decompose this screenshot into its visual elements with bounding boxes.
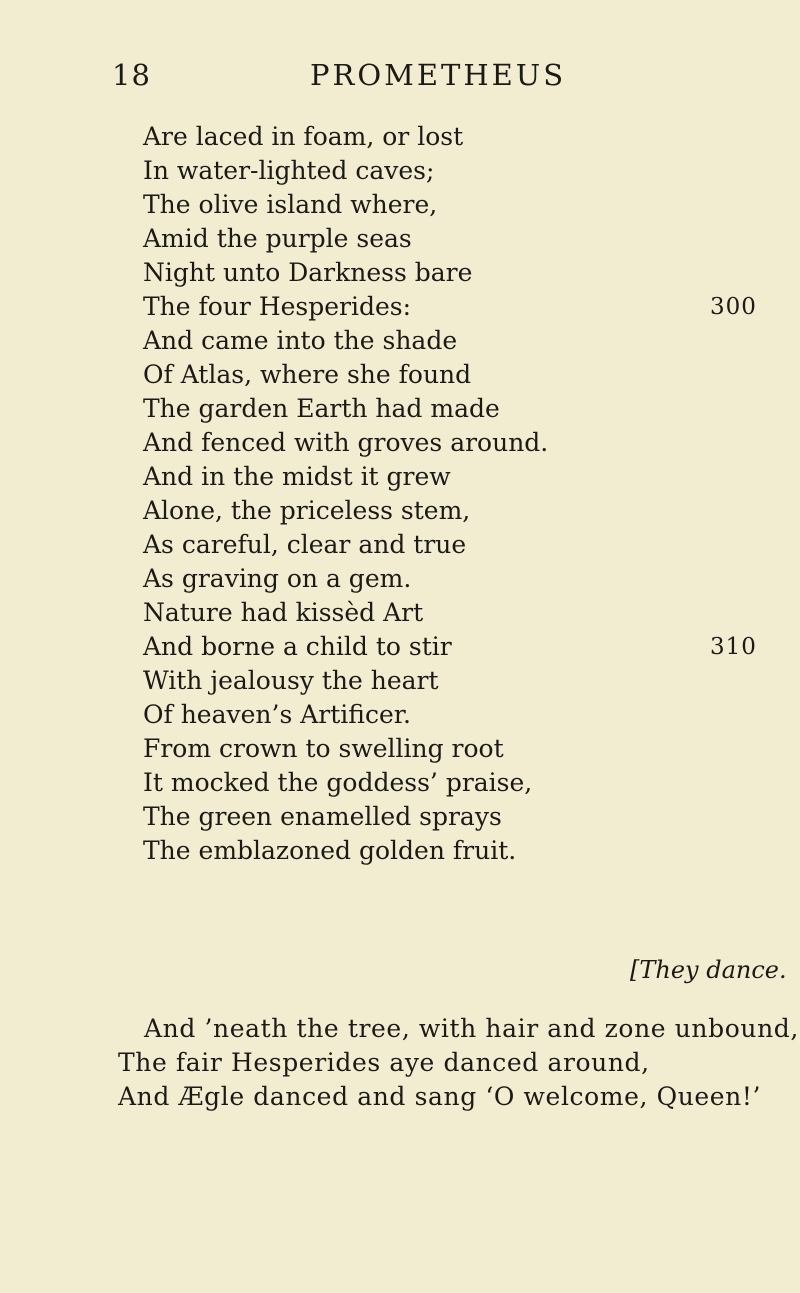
verse-line: The olive island where, [143,190,438,219]
verse-line: The emblazoned golden fruit. [143,836,517,865]
verse-line: And came into the shade [143,326,458,355]
verse-line: In water-lighted caves; [143,156,435,185]
verse-line: And fenced with groves around. [143,428,549,457]
verse-line: Of Atlas, where she found [143,360,472,389]
page-number: 18 [112,58,151,92]
line-number: 300 [710,294,757,320]
verse-line: Alone, the priceless stem, [143,496,471,525]
chorus-line: And ’neath the tree, with hair and zone unbound, [144,1014,799,1043]
running-title: PROMETHEUS [310,58,567,92]
stage-direction: [They dance. [630,956,787,984]
line-number: 310 [710,634,757,660]
verse-line: As graving on a gem. [143,564,412,593]
verse-line: Are laced in foam, or lost [143,122,464,151]
verse-line: From crown to swelling root [143,734,504,763]
verse-line: Night unto Darkness bare [143,258,473,287]
verse-line: As careful, clear and true [143,530,467,559]
running-header [112,58,572,98]
chorus-line: The fair Hesperides aye danced around, [118,1048,650,1077]
chorus-line: And Ægle danced and sang ‘O welcome, Queen!’ [118,1082,762,1111]
verse-line: It mocked the goddess’ praise, [143,768,533,797]
verse-line: With jealousy the heart [143,666,439,695]
verse-line: The four Hesperides: [143,292,412,321]
verse-line: Amid the purple seas [143,224,412,253]
verse-line: The garden Earth had made [143,394,500,423]
verse-line: Nature had kissèd Art [143,598,424,627]
verse-line: And in the midst it grew [143,462,451,491]
verse-line: The green enamelled sprays [143,802,502,831]
verse-line: Of heaven’s Artificer. [143,700,411,729]
verse-line: And borne a child to stir [143,632,452,661]
